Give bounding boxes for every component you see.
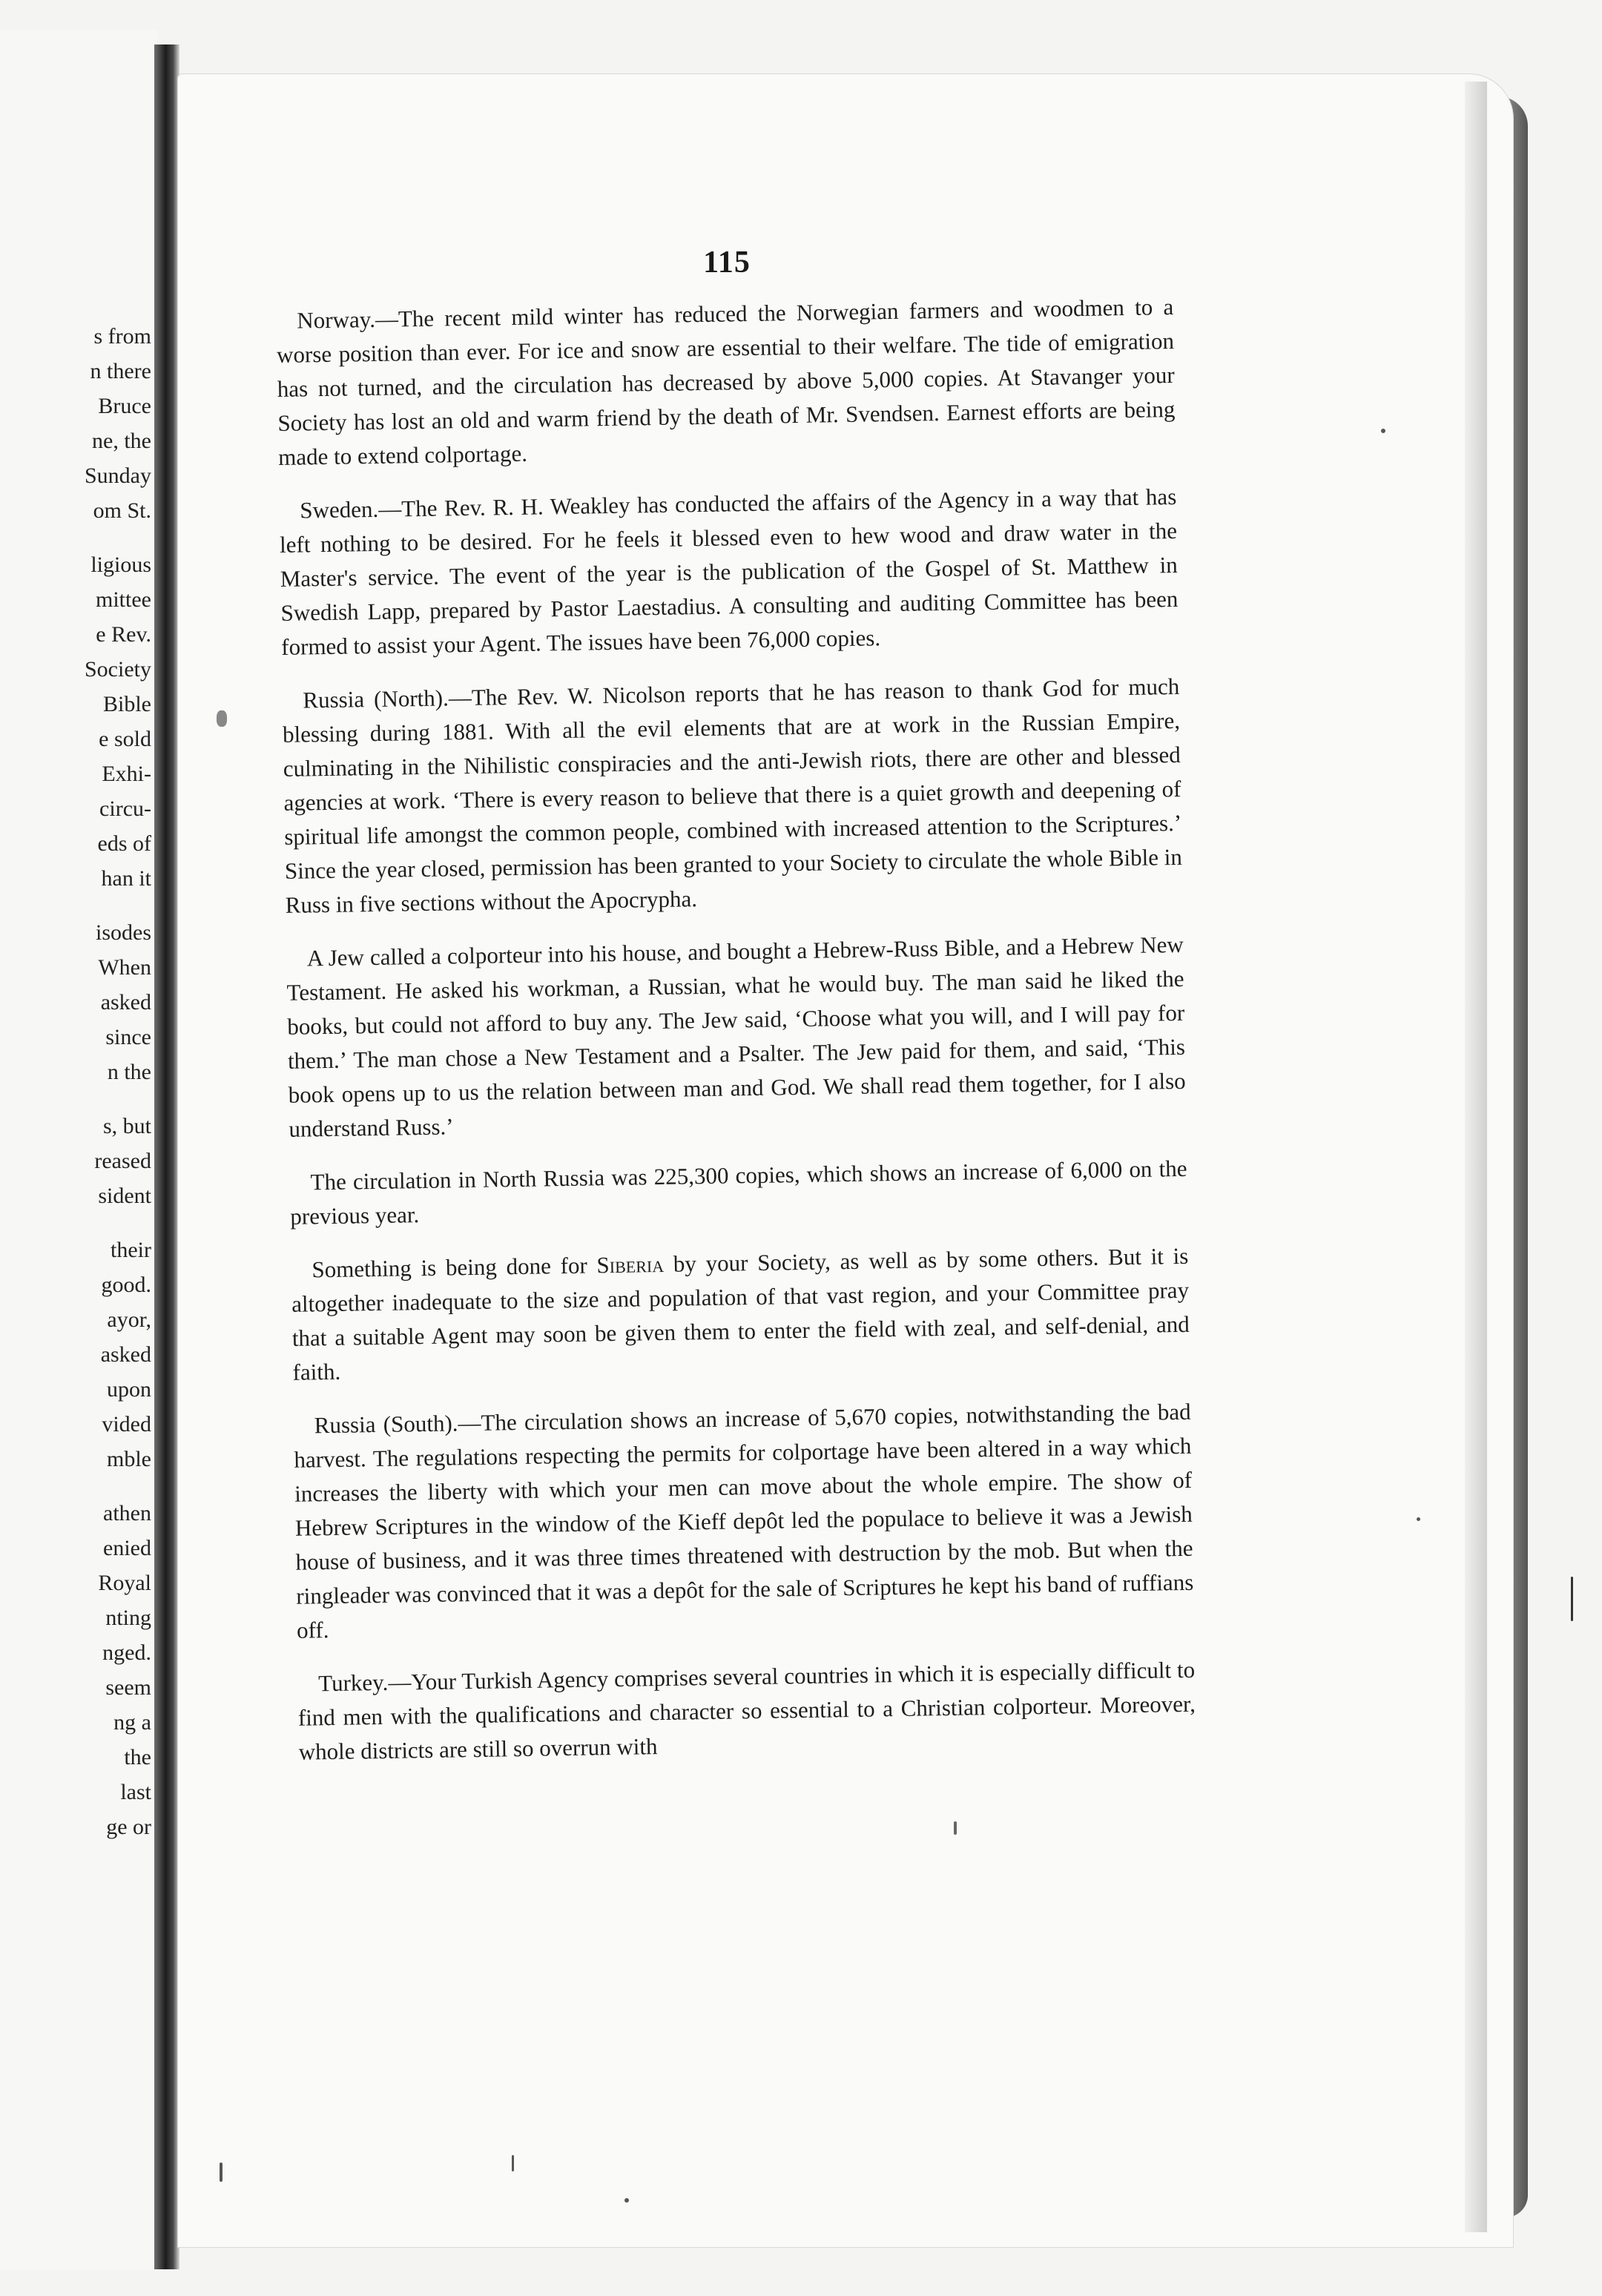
left-page-line: ayor, xyxy=(107,1307,151,1332)
left-page-line: athen xyxy=(103,1501,151,1525)
left-page-line: last xyxy=(120,1780,151,1804)
left-page-line: ng a xyxy=(113,1710,151,1735)
paragraph-russia-north: Russia (North).—The Rev. W. Nicolson reports that he has reason to thank God for much blessing during 1881. With all the evil elements that are at work in the Russian Empire, culminating in the Nihilistic conspiracies and the anti-Jewish riots, there are other and blessed agencies at work. ‘There is every reason to believe that there is a quiet growth and deepening of spiritual life amongst the common people, combined with increased attention to the Scriptures.’ Since the year closed, permission has been granted to your Society to circulate the whole Bible in Russ in five sections without the Apocrypha. xyxy=(282,673,1183,918)
page-body xyxy=(276,290,1196,1789)
siberia-text-after: by your Society, as well as by some others. But it is altogether inadequate to the size and population of that vast region, and your Committee pray that a suitable Agent may soon be given them to enter the field with zeal, and self-denial, and faith. xyxy=(291,1242,1190,1385)
siberia-smallcaps: Siberia xyxy=(596,1250,665,1279)
page-number: 115 xyxy=(703,245,751,280)
left-page-line: upon xyxy=(107,1377,151,1402)
left-page-line: reased xyxy=(94,1149,151,1173)
left-page-line: vided xyxy=(102,1412,151,1436)
left-page-line: good. xyxy=(101,1273,151,1297)
left-page-line: s from xyxy=(93,324,151,349)
left-page-line: han it xyxy=(101,866,151,891)
left-page-line: nged. xyxy=(102,1640,151,1665)
left-page-line: Bible xyxy=(103,692,151,716)
left-page-line: Royal xyxy=(98,1571,151,1595)
left-page-line: om St. xyxy=(93,498,151,523)
left-page-line: circu- xyxy=(99,796,151,821)
scan-speck xyxy=(1571,1577,1573,1621)
left-page-line: seem xyxy=(105,1675,151,1700)
left-page-line: asked xyxy=(100,990,151,1015)
paragraph-russia-south: Russia (South).—The circulation shows an increase of 5,670 copies, notwithstanding the bad harvest. The regulations respecting the permits for colportage have been altered in a way which increases the liberty with which your men can move about the whole empire. The show of Hebrew Scriptures in the window of the Kieff depôt led the populace to believe it was a Jewish house of business, and it was three times threatened with destruction by the mob. But when the ringleader was convinced that it was a depôt for the sale of Scriptures he kept his band of ruffians off. xyxy=(294,1398,1194,1643)
left-page-line: enied xyxy=(103,1536,151,1560)
left-page-line: ne, the xyxy=(92,429,151,453)
left-page-line: isodes xyxy=(96,920,151,945)
page-edge-inner xyxy=(1465,82,1487,2232)
left-page-line: asked xyxy=(100,1342,151,1367)
left-page-line: since xyxy=(105,1025,151,1049)
left-page-line: e Rev. xyxy=(96,622,151,647)
left-page-line: e sold xyxy=(99,727,151,751)
left-page-line: Society xyxy=(85,657,151,682)
scan-speck xyxy=(512,2155,514,2171)
left-page-line: s, but xyxy=(102,1114,151,1138)
left-page-line: n there xyxy=(90,359,151,383)
paragraph-turkey: Turkey.—Your Turkish Agency comprises several countries in which it is especially difficult to find men with the qualifications and character so essential to a Christian colporteur. Moreover, whole districts are still so overrun with xyxy=(297,1656,1196,1765)
scan-speck xyxy=(954,1821,957,1835)
paragraph-jew-colporteur: A Jew called a colporteur into his house, and bought a Hebrew-Russ Bible, and a Hebrew New Testament. He asked his workman, a Russian, what he would buy. The man said he liked the books, but could not afford to buy any. The Jew said, ‘Choose what you will, and I will pay for them.’ The man chose a New Testament and a Psalter. The Jew paid for them, and said, ‘This book opens up to us the relation between man and God. We shall read them together, for I also understand Russ.’ xyxy=(286,931,1186,1142)
left-page-line: Exhi- xyxy=(102,762,151,786)
left-page-fragment xyxy=(0,30,157,2269)
left-page-line: eds of xyxy=(97,831,151,856)
left-page-line: When xyxy=(98,955,151,980)
left-page-line: their xyxy=(111,1238,151,1262)
paragraph-norway: Norway.—The recent mild winter has reduced the Norwegian farmers and woodmen to a worse position than ever. For ice and snow are essential to their welfare. The tide of emigration has not turned, and the circulation has decreased by above 5,000 copies. At Stavanger your Society has lost an old and warm friend by the death of Mr. Svendsen. Earnest efforts are being made to extend colportage. xyxy=(276,293,1176,470)
paragraph-sweden: Sweden.—The Rev. R. H. Weakley has conducted the affairs of the Agency in a way that has left nothing to be desired. For he feels it blessed even to hew wood and draw water in the Master's service. The event of the year is the publication of the Gospel of St. Matthew in Swedish Lapp, prepared by Pastor Laestadius. A consulting and auditing Committee has been formed to assist your Agent. The issues have been 76,000 copies. xyxy=(279,483,1179,660)
left-page-line: sident xyxy=(98,1184,151,1208)
left-page-line: Bruce xyxy=(98,394,151,418)
left-page-line: n the xyxy=(107,1060,151,1084)
scan-speck xyxy=(1381,429,1385,433)
paragraph-north-russia-circulation: The circulation in North Russia was 225,300 copies, which shows an increase of 6,000 on the previous year. xyxy=(290,1155,1187,1230)
book-gutter xyxy=(154,44,179,2269)
scan-speck xyxy=(1417,1517,1420,1521)
scan-speck xyxy=(220,2163,222,2182)
scan-speck xyxy=(624,2198,629,2203)
left-page-line: the xyxy=(124,1745,151,1769)
paragraph-siberia xyxy=(291,1239,1190,1390)
siberia-text-before: Something is being done for xyxy=(312,1252,597,1283)
left-page-line: nting xyxy=(105,1606,151,1630)
left-page-line: mittee xyxy=(96,587,151,612)
left-page-line: mble xyxy=(107,1447,151,1471)
left-page-line: Sunday xyxy=(85,464,151,488)
scan-speck xyxy=(217,710,227,727)
left-page-line: ligious xyxy=(90,552,151,577)
left-page-line: ge or xyxy=(106,1815,151,1839)
